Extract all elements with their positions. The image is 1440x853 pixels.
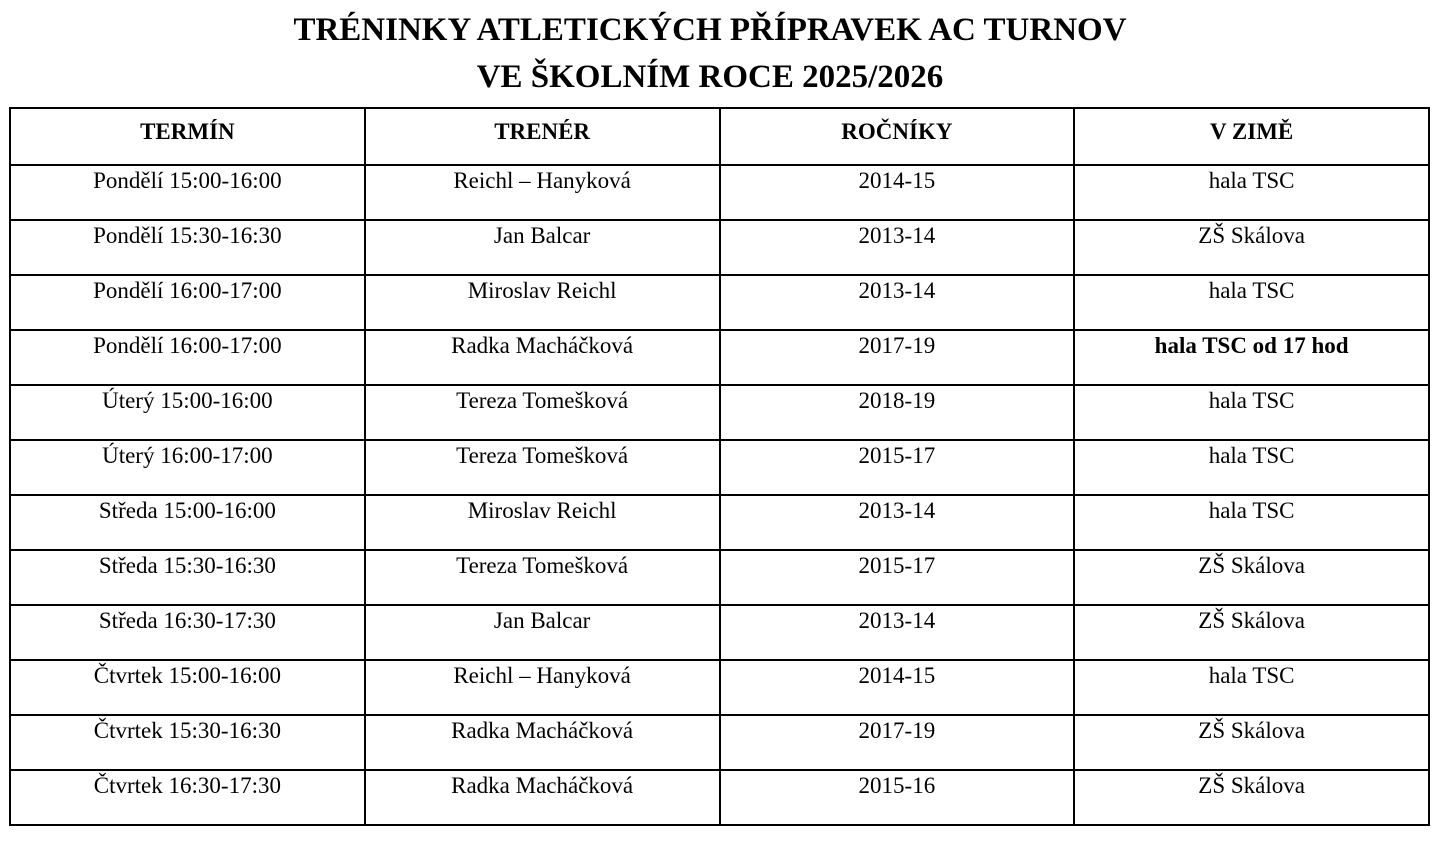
cell-v-zime: ZŠ Skálova (1074, 715, 1429, 770)
cell-termin: Pondělí 16:00-17:00 (10, 330, 365, 385)
cell-trener: Tereza Tomešková (365, 440, 720, 495)
table-row (10, 495, 1429, 550)
cell-termin: Úterý 16:00-17:00 (10, 440, 365, 495)
cell-trener: Radka Macháčková (365, 330, 720, 385)
cell-termin: Pondělí 16:00-17:00 (10, 275, 365, 330)
document-title-line-1: TRÉNINKY ATLETICKÝCH PŘÍPRAVEK AC TURNOV (293, 12, 1127, 48)
cell-termin: Středa 15:30-16:30 (10, 550, 365, 605)
table-row (10, 385, 1429, 440)
cell-v-zime: hala TSC (1074, 495, 1429, 550)
cell-rocniky: 2015-17 (720, 550, 1075, 605)
header-v-zime: V ZIMĚ (1074, 108, 1429, 165)
cell-termin: Středa 16:30-17:30 (10, 605, 365, 660)
cell-trener: Radka Macháčková (365, 715, 720, 770)
table-row (10, 605, 1429, 660)
cell-trener: Miroslav Reichl (365, 495, 720, 550)
table-header-row (10, 108, 1429, 165)
cell-trener: Jan Balcar (365, 605, 720, 660)
cell-v-zime: hala TSC (1074, 440, 1429, 495)
cell-trener: Radka Macháčková (365, 770, 720, 825)
cell-rocniky: 2013-14 (720, 495, 1075, 550)
cell-v-zime: ZŠ Skálova (1074, 550, 1429, 605)
table-row (10, 220, 1429, 275)
cell-trener: Miroslav Reichl (365, 275, 720, 330)
cell-termin: Úterý 15:00-16:00 (10, 385, 365, 440)
cell-rocniky: 2018-19 (720, 385, 1075, 440)
cell-trener: Reichl – Hanyková (365, 660, 720, 715)
table-row (10, 660, 1429, 715)
cell-rocniky: 2015-17 (720, 440, 1075, 495)
cell-trener: Tereza Tomešková (365, 385, 720, 440)
cell-v-zime: hala TSC (1074, 385, 1429, 440)
cell-v-zime: hala TSC od 17 hod (1074, 330, 1429, 385)
table-row (10, 330, 1429, 385)
table-row (10, 550, 1429, 605)
cell-rocniky: 2014-15 (720, 660, 1075, 715)
cell-trener: Reichl – Hanyková (365, 165, 720, 220)
cell-v-zime: ZŠ Skálova (1074, 770, 1429, 825)
header-termin: TERMÍN (10, 108, 365, 165)
cell-trener: Tereza Tomešková (365, 550, 720, 605)
header-trener: TRENÉR (365, 108, 720, 165)
cell-v-zime: ZŠ Skálova (1074, 605, 1429, 660)
training-schedule-table (9, 107, 1430, 826)
table-row (10, 440, 1429, 495)
table-row (10, 275, 1429, 330)
cell-termin: Čtvrtek 15:00-16:00 (10, 660, 365, 715)
cell-v-zime: ZŠ Skálova (1074, 220, 1429, 275)
cell-termin: Čtvrtek 16:30-17:30 (10, 770, 365, 825)
header-rocniky: ROČNÍKY (720, 108, 1075, 165)
cell-v-zime: hala TSC (1074, 165, 1429, 220)
cell-termin: Středa 15:00-16:00 (10, 495, 365, 550)
cell-v-zime: hala TSC (1074, 275, 1429, 330)
cell-rocniky: 2013-14 (720, 275, 1075, 330)
table-row (10, 715, 1429, 770)
table-row (10, 770, 1429, 825)
cell-rocniky: 2013-14 (720, 605, 1075, 660)
cell-termin: Pondělí 15:00-16:00 (10, 165, 365, 220)
cell-trener: Jan Balcar (365, 220, 720, 275)
cell-rocniky: 2017-19 (720, 715, 1075, 770)
cell-rocniky: 2013-14 (720, 220, 1075, 275)
cell-rocniky: 2014-15 (720, 165, 1075, 220)
table-row (10, 165, 1429, 220)
cell-v-zime: hala TSC (1074, 660, 1429, 715)
cell-rocniky: 2015-16 (720, 770, 1075, 825)
cell-termin: Čtvrtek 15:30-16:30 (10, 715, 365, 770)
cell-termin: Pondělí 15:30-16:30 (10, 220, 365, 275)
document-title-line-2: VE ŠKOLNÍM ROCE 2025/2026 (476, 59, 944, 95)
cell-rocniky: 2017-19 (720, 330, 1075, 385)
